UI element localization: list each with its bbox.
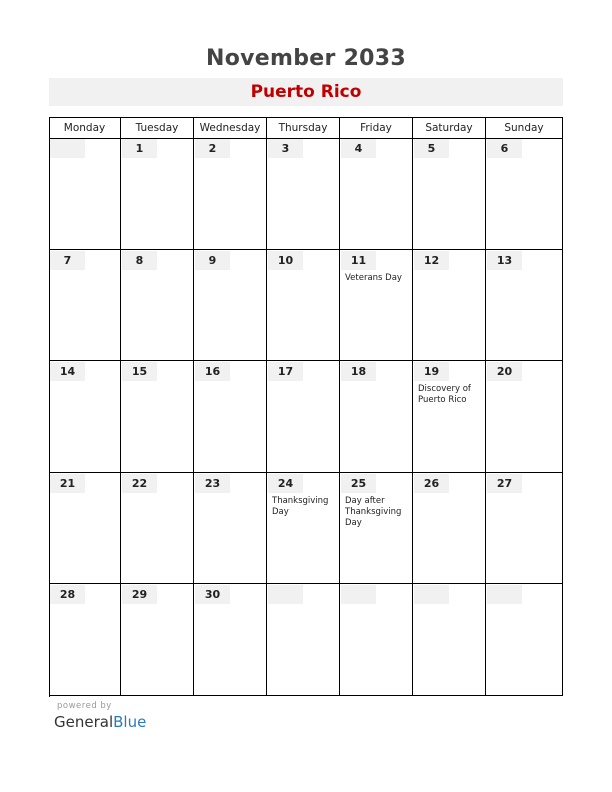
- day-number: 6: [487, 139, 522, 158]
- country-name: Puerto Rico: [250, 82, 362, 102]
- day-number: [414, 585, 449, 604]
- day-cell[interactable]: [121, 138, 194, 250]
- weekday-header-monday: Monday: [49, 118, 121, 139]
- day-number: 13: [487, 251, 522, 270]
- day-cell[interactable]: [340, 584, 413, 696]
- day-cell[interactable]: [340, 473, 413, 584]
- day-cell[interactable]: [413, 361, 486, 473]
- weekday-header-tuesday: Tuesday: [121, 118, 194, 139]
- weekday-header-thursday: Thursday: [267, 118, 340, 139]
- day-number: 5: [414, 139, 449, 158]
- weekday-header-saturday: Saturday: [413, 118, 486, 139]
- day-number: 29: [122, 585, 157, 604]
- day-cell[interactable]: [194, 250, 267, 361]
- day-number: [268, 585, 303, 604]
- day-number: 3: [268, 139, 303, 158]
- day-number: 26: [414, 474, 449, 493]
- day-number: 20: [487, 362, 522, 381]
- day-number: 8: [122, 251, 157, 270]
- weekday-header-wednesday: Wednesday: [194, 118, 267, 139]
- day-cell[interactable]: [194, 584, 267, 696]
- day-cell[interactable]: [121, 473, 194, 584]
- day-cell[interactable]: [194, 138, 267, 250]
- day-cell[interactable]: [49, 361, 121, 473]
- day-number: 21: [50, 474, 85, 493]
- brand-general: General: [54, 713, 114, 731]
- day-cell[interactable]: [267, 473, 340, 584]
- day-number: [487, 585, 522, 604]
- day-number: [341, 585, 376, 604]
- day-number: 19: [414, 362, 449, 381]
- day-number: 17: [268, 362, 303, 381]
- day-number: 24: [268, 474, 303, 493]
- day-cell[interactable]: [413, 138, 486, 250]
- day-number: 10: [268, 251, 303, 270]
- day-number: 25: [341, 474, 376, 493]
- day-number: 14: [50, 362, 85, 381]
- holiday-label: Thanksgiving Day: [272, 496, 329, 517]
- day-cell[interactable]: [267, 584, 340, 696]
- day-cell[interactable]: [413, 250, 486, 361]
- day-number: 1: [122, 139, 157, 158]
- day-cell[interactable]: [121, 250, 194, 361]
- day-number: 28: [50, 585, 85, 604]
- day-cell[interactable]: [413, 473, 486, 584]
- day-cell[interactable]: [267, 361, 340, 473]
- powered-by-label: powered by: [57, 701, 112, 711]
- weekday-header-sunday: Sunday: [486, 118, 563, 139]
- day-number: 27: [487, 474, 522, 493]
- calendar-title: November 2033: [205, 46, 407, 71]
- day-cell[interactable]: [486, 584, 563, 696]
- day-number: 18: [341, 362, 376, 381]
- day-cell[interactable]: [49, 138, 121, 250]
- country-bar: [49, 78, 563, 106]
- day-cell[interactable]: [486, 138, 563, 250]
- day-cell[interactable]: [340, 250, 413, 361]
- generalblue-logo[interactable]: [54, 713, 146, 731]
- day-cell[interactable]: [413, 584, 486, 696]
- day-number: [50, 139, 85, 158]
- day-cell[interactable]: [486, 473, 563, 584]
- day-number: 22: [122, 474, 157, 493]
- day-number: 9: [195, 251, 230, 270]
- day-cell[interactable]: [340, 138, 413, 250]
- day-number: 23: [195, 474, 230, 493]
- day-number: 12: [414, 251, 449, 270]
- day-cell[interactable]: [194, 361, 267, 473]
- holiday-label: Day after Thanksgiving Day: [345, 496, 402, 528]
- day-cell[interactable]: [49, 473, 121, 584]
- day-number: 4: [341, 139, 376, 158]
- day-cell[interactable]: [486, 250, 563, 361]
- calendar-grid: [49, 117, 563, 697]
- day-cell[interactable]: [194, 473, 267, 584]
- day-number: 30: [195, 585, 230, 604]
- day-number: 7: [50, 251, 85, 270]
- day-cell[interactable]: [267, 138, 340, 250]
- weekday-header-friday: Friday: [340, 118, 413, 139]
- day-cell[interactable]: [121, 361, 194, 473]
- holiday-label: Discovery of Puerto Rico: [418, 384, 471, 405]
- day-cell[interactable]: [486, 361, 563, 473]
- day-number: 11: [341, 251, 376, 270]
- day-number: 16: [195, 362, 230, 381]
- day-cell[interactable]: [340, 361, 413, 473]
- day-number: 15: [122, 362, 157, 381]
- day-cell[interactable]: [267, 250, 340, 361]
- day-cell[interactable]: [49, 250, 121, 361]
- brand-blue: Blue: [113, 713, 147, 731]
- day-number: 2: [195, 139, 230, 158]
- day-cell[interactable]: [121, 584, 194, 696]
- day-cell[interactable]: [49, 584, 121, 696]
- holiday-label: Veterans Day: [345, 273, 402, 283]
